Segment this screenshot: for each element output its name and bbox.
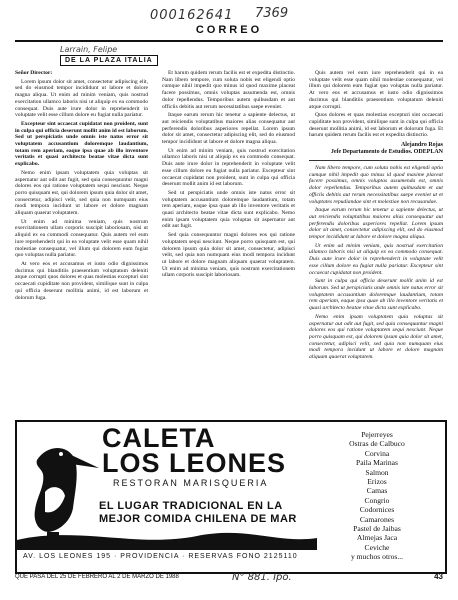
column-1 [15,70,148,410]
column-3 [309,70,443,410]
letter-paragraph: At vero eos et accusamus et iusto odio dignissimos ducimus qui blanditiis praesentium voluptatum deleniti atque corrupti quos dolores et quas molestias excepturi sint occaecati cupiditate non provident, similique sunt in culpa qui officia deserunt mollitia animi, id est laborum et dolorum fuga. [15,260,148,301]
section-title: CORREO [195,24,263,36]
column-2 [162,70,295,410]
editor-reply-paragraph: Sunt in culpa qui officia deserunt mollit anim id est laborum. Sed ut perspiciatis unde omnis iste natus error sit voluptatem accusantium doloremque laudantium, totam rem aperiam, eaque ipsa quae ab illo inventore veritatis et quasi architecto beatae vitae dicta sunt explicabo. [309,278,443,312]
letter-paragraph: Excepteur sint occaecat cupidatat non proident, sunt in culpa qui officia deserunt mollit anim id est laborum. Sed ut perspiciatis unde omnis iste natus error sit voluptatem accusantium doloremque laudantium, totam rem aperiam, eaque ipsa quae ab illo inventore veritatis et quasi architecto beatae vitae dicta sunt explicabo. [15,120,148,168]
letter-paragraph: Nemo enim ipsam voluptatem quia voluptas sit aspernatur aut odit aut fugit, sed quia consequuntur magni dolores eos qui ratione voluptatem sequi nesciunt. Neque porro quisquam est, qui dolorem ipsum quia dolor sit amet, consectetur, adipisci velit, sed quia non numquam eius modi tempora incidunt ut labore et dolore magnam aliquam quaerat voluptatem. [15,169,148,217]
post [47,532,59,550]
letter-paragraph: Itaque earum rerum hic tenetur a sapiente delectus, ut aut reiciendis voluptatibus maiores alias consequatur aut perferendis doloribus asperiores repellat. Lorem ipsum dolor sit amet, consectetur adipiscing elit, sed do eiusmod tempor incididunt ut labore et dolore magna aliqua. [162,112,295,146]
ad-slogan: EL LUGAR TRADICIONAL EN LA MEJOR COMIDA CHILENA DE MAR [99,500,297,525]
letter-greeting: Señor Director: [15,70,53,76]
letter-paragraph: Sed ut perspiciatis unde omnis iste natus error sit voluptatem accusantium doloremque laudantium, totam rem aperiam, eaque ipsa quae ab illo inventore veritatis et quasi architecto beatae vitae dicta sunt explicabo. Nemo enim ipsam voluptatem quia voluptas sit aspernatur aut odit aut fugit. [162,189,295,230]
menu-item: y muchos otros... [350,552,404,562]
page-number: 43 [434,572,443,581]
signature-name: Alejandro Rojas [400,142,443,149]
ad-menu-list [322,430,432,562]
ad-subtitle: RESTORAN MARISQUERIA [113,478,269,488]
editor-reply-paragraph: Ut enim ad minim veniam, quis nostrud exercitation ullamco laboris nisi ut aliquip ex ea commodo consequat. Duis aute irure dolor in reprehenderit in voluptate velit esse cillum dolore eu fugiat nulla pariatur. Excepteur sint occaecat cupidatat non proident. [309,242,443,276]
menu-item: Paila Marinas [356,458,398,468]
letter-paragraph: Ut enim ad minim veniam, quis nostrud exercitation ullamco laboris nisi ut aliquip ex ea commodo consequat. Duis aute irure dolor in reprehenderit in voluptate velit esse cillum dolore eu fugiat nulla pariatur. Excepteur sint occaecat cupidatat non proident, sunt in culpa qui officia deserunt mollit anim id est laborum. [162,147,295,188]
ad-title [102,423,287,478]
menu-item: Almejas Jaca [356,533,398,543]
reply-divider [309,160,443,161]
editor-reply-paragraph: Nemo enim ipsam voluptatem quia voluptas sit aspernatur aut odit aut fugit, sed quia consequuntur magni dolores eos qui ratione voluptatem sequi nesciunt. Neque porro quisquam est, qui dolorem ipsum quia dolor sit amet, consectetur, adipisci velit, sed quia non numquam eius modi tempora incidunt ut labore et dolore magnam aliquam quaerat voluptatem. [309,313,443,361]
ad-address: AV. LOS LEONES 195 · PROVIDENCIA · RESERVAS FONO 2125110 [23,553,298,560]
letter-paragraph: Quos dolores et quas molestias excepturi sint occaecati cupiditate non provident, similique sunt in culpa qui officia deserunt mollitia animi, id est laborum et dolorum fuga. Et harum quidem rerum facilis est et expedita distinctio. [309,112,443,139]
menu-item: Codornices [359,505,395,515]
letter-paragraph: Et harum quidem rerum facilis est et expedita distinctio. Nam libero tempore, cum soluta nobis est eligendi optio cumque nihil impedit quo minus id quod maxime placeat facere possimus, omnis voluptas assumenda est, omnis dolor repellendus. Temporibus autem quibusdam et aut officiis debitis aut rerum necessitatibus saepe eveniet. [162,70,295,110]
restaurant-advertisement [15,420,447,574]
menu-item: Ceviche [364,542,390,552]
letter-paragraph: Quis autem vel eum iure reprehenderit qui in ea voluptate velit esse quam nihil molestiae consequatur, vel illum qui dolorem eum fugiat quo voluptas nulla pariatur. At vero eos et accusamus et iusto odio dignissimos ducimus qui blanditiis praesentium voluptatum deleniti atque corrupti. [309,70,443,110]
letter-paragraph: Lorem ipsum dolor sit amet, consectetur adipiscing elit, sed do eiusmod tempor incididunt ut labore et dolore magna aliqua. Ut enim ad minim veniam, quis nostrud exercitation ullamco laboris nisi ut aliquip ex ea commodo consequat. Duis aute irure dolor in reprehenderit in voluptate velit esse cillum dolore eu fugiat nulla pariatur. [15,78,148,119]
letter-signature [309,142,443,156]
archive-code-handwriting: 000162641 [150,8,234,23]
editor-reply-paragraph: Itaque earum rerum hic tenetur a sapiente delectus, ut aut reiciendis voluptatibus maiores alias consequatur aut perferendis doloribus asperiores repellat. Lorem ipsum dolor sit amet, consectetur adipiscing elit, sed do eiusmod tempor incididunt ut labore et dolore magna aliqua. [309,207,443,241]
menu-item: Corvina [364,448,390,458]
menu-item: Ostras de Calbuco [349,439,405,449]
menu-item: Camarones [359,514,395,524]
menu-item: Camas [366,486,388,496]
signature-title: Jefe Departamento de Estudios. ODEPLAN [330,149,443,156]
issue-number-handwriting: N° 881. Ipo. [232,572,292,583]
menu-item: Pastel de Jaibas [353,524,401,534]
wave-band [17,533,317,550]
menu-item: Salmon [365,467,389,477]
letter-paragraph: Ut enim ad minima veniam, quis nostrum exercitationem ullam corporis suscipit laboriosam, nisi ut aliquid ex ea commodi consequatur. Quis autem vel eum iure reprehenderit qui in ea voluptate velit esse quam nihil molestiae consequatur, vel illum qui dolorem eum fugiat quo voluptas nulla pariatur. [15,218,148,259]
menu-item: Erizos [367,477,387,487]
ad-title-line1: CALETA [102,423,216,453]
editor-reply-paragraph: Nam libero tempore, cum soluta nobis est eligendi optio cumque nihil impedit quo minus id quod maxime placeat facere possimus, omnis voluptas assumenda est, omnis dolor repellendus. Temporibus autem quibusdam et aut officiis debitis aut rerum necessitatibus saepe eveniet ut et voluptates repudiandae sint et molestiae non recusandae. [309,165,443,205]
letter-paragraph: Sed quia consequuntur magni dolores eos qui ratione voluptatem sequi nesciunt. Neque porro quisquam est, qui dolorem ipsum quia dolor sit amet, consectetur, adipisci velit, sed quia non numquam eius modi tempora incidunt ut labore et dolore magnam aliquam quaerat voluptatem. Ut enim ad minima veniam, quis nostrum exercitationem ullam corporis suscipit laboriosam. [162,232,295,279]
letters-columns [15,70,443,410]
archive-number-handwriting: 7369 [255,6,289,21]
issue-dateline: QUE PASA DEL 25 DE FEBRERO AL 2 DE MARZO DE 1988 [15,574,179,580]
letter-heading: DE LA PLAZA ITALIA [60,55,158,66]
pelican-eye [59,452,63,456]
menu-item: Congrio [364,495,390,505]
section-header [15,24,443,42]
ad-title-line2: LOS LEONES [102,448,287,478]
author-note-handwriting: Larrain, Felipe [60,45,118,54]
menu-item: Pejerreyes [361,430,393,439]
